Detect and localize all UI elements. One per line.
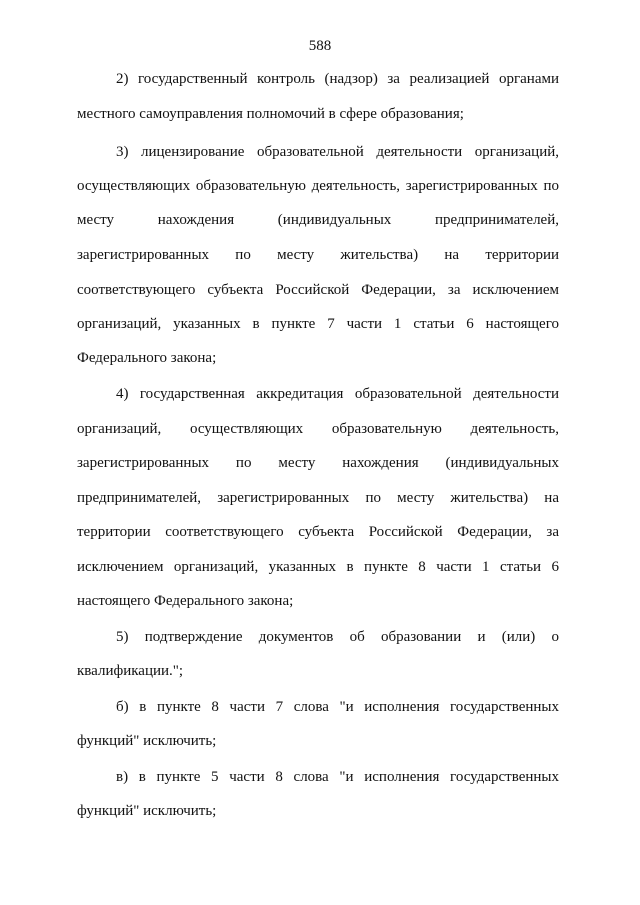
text-line: функций" исключить; [77,803,217,819]
text-line: 4) государственная аккредитация образовательной деятельности [116,386,559,402]
text-line: Федерального закона; [77,350,217,366]
text-line: месту нахождения (индивидуальных предпринимателей, [77,212,559,228]
text-line: квалификации."; [77,663,184,679]
text-line: зарегистрированных по месту жительства) на территории [77,247,559,263]
text-line: б) в пункте 8 части 7 слова "и исполнения государственных [116,699,559,715]
text-line: организаций, осуществляющих образовательную деятельность, [77,421,559,437]
text-line: настоящего Федерального закона; [77,593,294,609]
text-line: исключением организаций, указанных в пункте 8 части 1 статьи 6 [77,559,559,575]
text-line: 5) подтверждение документов об образовании и (или) о [116,629,559,645]
text-line: местного самоуправления полномочий в сфере образования; [77,106,464,122]
text-line: зарегистрированных по месту нахождения (индивидуальных [77,455,559,471]
text-line: 2) государственный контроль (надзор) за реализацией органами [116,71,559,87]
text-line: территории соответствующего субъекта Российской Федерации, за [77,524,559,540]
text-line: функций" исключить; [77,733,217,749]
page-number: 588 [308,38,332,54]
text-line: предпринимателей, зарегистрированных по месту жительства) на [77,490,559,506]
text-line: соответствующего субъекта Российской Федерации, за исключением [77,282,559,298]
text-line: 3) лицензирование образовательной деятельности организаций, [116,144,559,160]
text-line: осуществляющих образовательную деятельность, зарегистрированных по [77,178,559,194]
text-line: в) в пункте 5 части 8 слова "и исполнения государственных [116,769,559,785]
text-line: организаций, указанных в пункте 7 части 1 статьи 6 настоящего [77,316,559,332]
